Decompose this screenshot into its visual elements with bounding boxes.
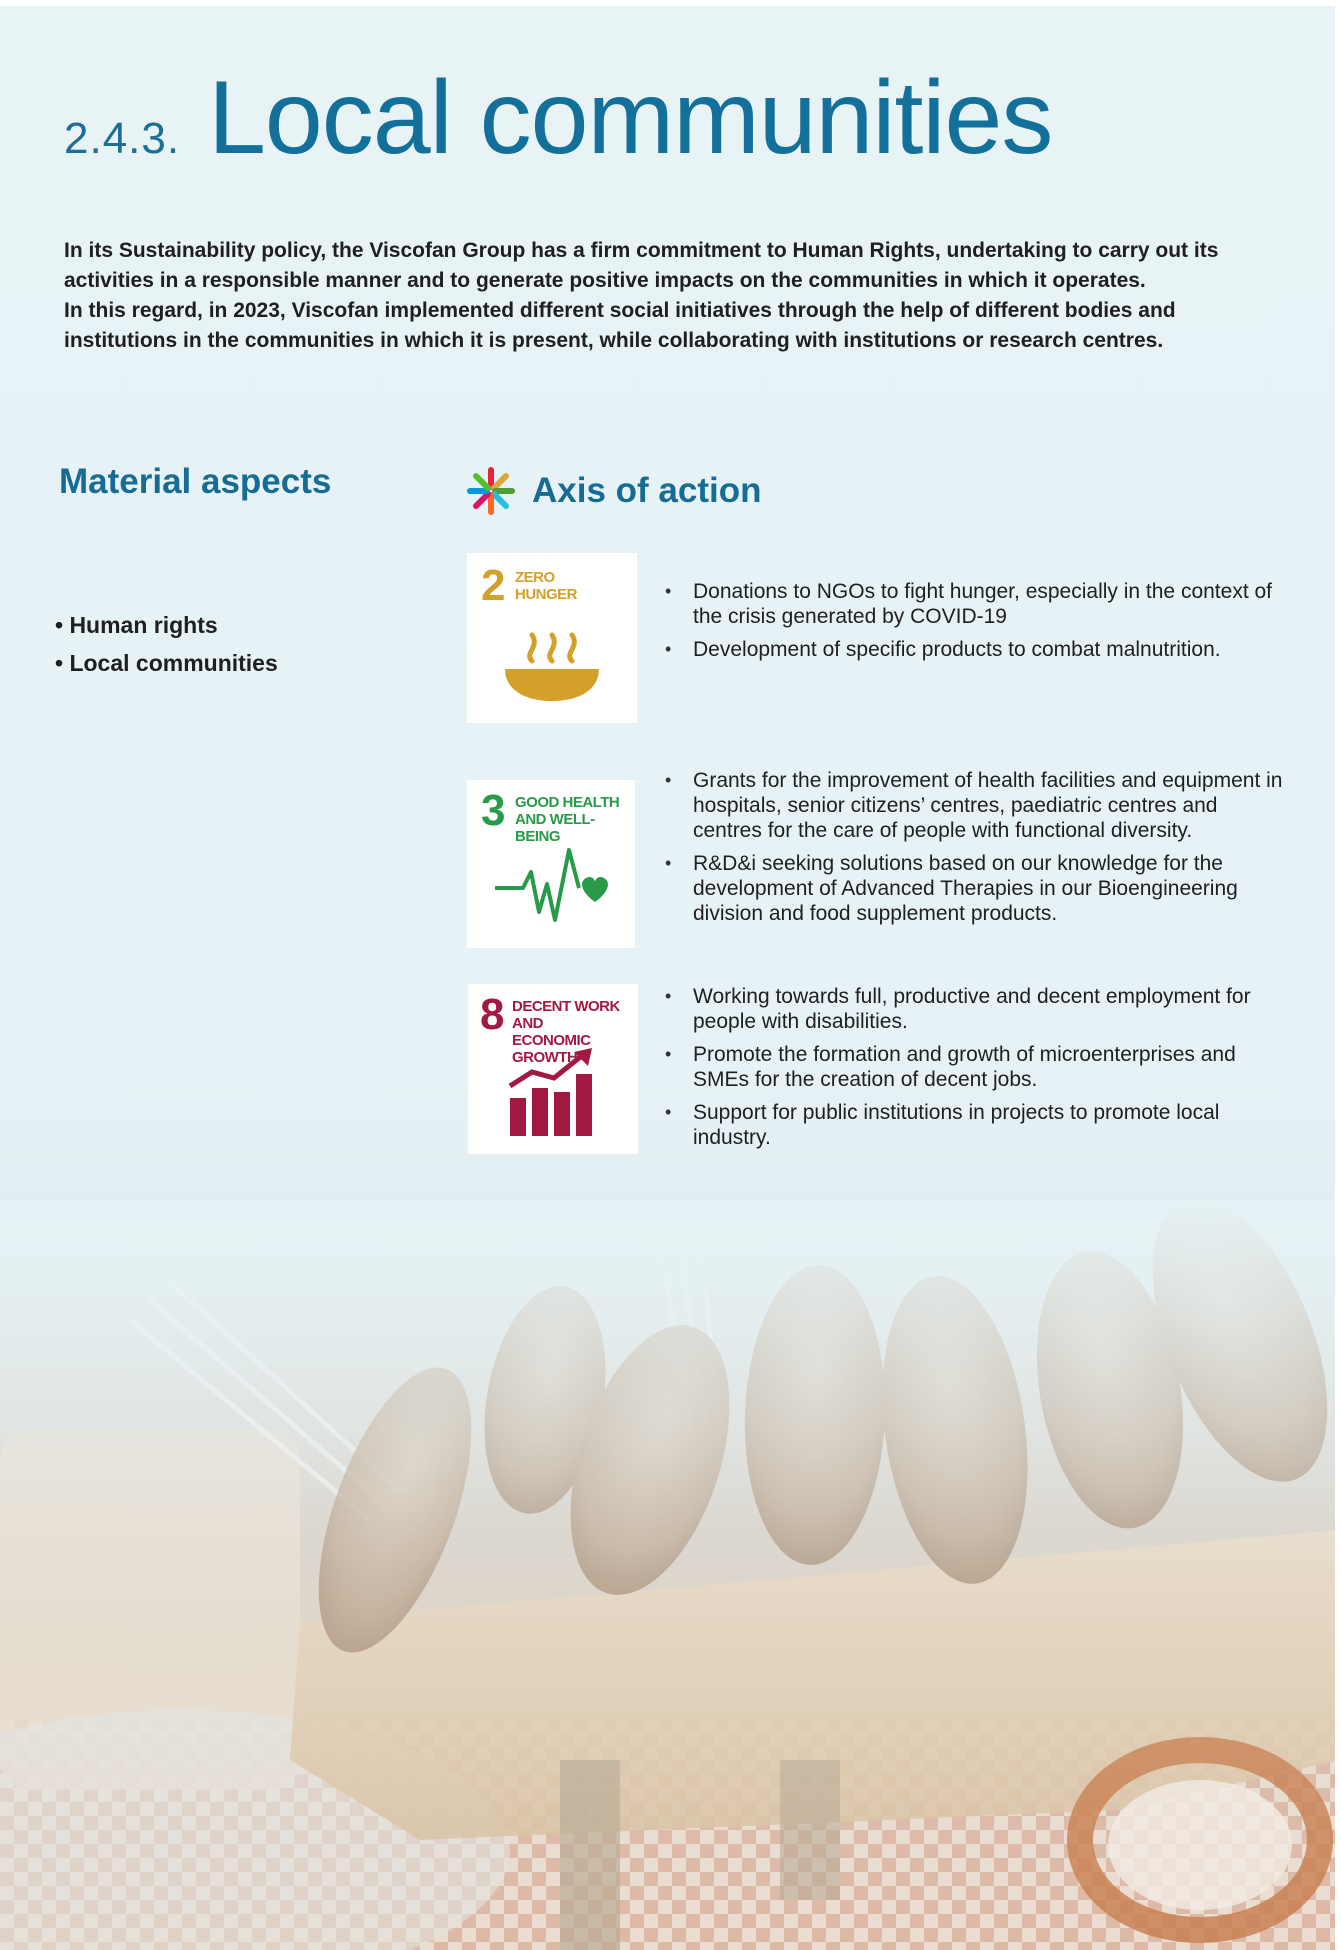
sdg-number: 8 xyxy=(480,990,505,1039)
section-title: Local communities xyxy=(208,60,1053,176)
sdg-number: 3 xyxy=(481,786,506,835)
sdg-3-actions xyxy=(665,768,1285,934)
growth-chart-icon xyxy=(508,1046,598,1138)
page-top-margin xyxy=(0,0,1341,6)
sdg-label-line: ECONOMIC GROWTH xyxy=(512,1032,591,1066)
sdg-8-actions xyxy=(665,984,1285,1158)
list-item: • Working towards full, productive and decent employment for people with disabilities. xyxy=(665,984,1285,1034)
sdg-label-line: DECENT WORK AND xyxy=(512,998,620,1032)
intro-text xyxy=(64,236,1274,356)
list-item: • Grants for the improvement of health facilities and equipment in hospitals, senior citizens’ centres, paediatric centres and centres for the care of people with functional diversity. xyxy=(665,768,1285,843)
sdg-label-line: HUNGER xyxy=(515,586,578,603)
soup-bowl-icon xyxy=(502,623,602,708)
sdg-label xyxy=(515,794,635,845)
sdg-number: 2 xyxy=(481,561,506,610)
sdg-label-line: ZERO xyxy=(515,569,555,586)
list-item: • Promote the formation and growth of microenterprises and SMEs for the creation of decent jobs. xyxy=(665,1042,1285,1092)
sdg-8-tile xyxy=(468,984,638,1154)
sdg-label-line: AND WELL-BEING xyxy=(515,811,595,845)
list-item: • Donations to NGOs to fight hunger, especially in the context of the crisis generated by COVID-19 xyxy=(665,579,1285,629)
material-aspects-heading: Material aspects xyxy=(59,462,332,501)
sdg-3-tile xyxy=(467,780,635,948)
list-item: • Local communities xyxy=(55,650,278,676)
sausages-background-photo xyxy=(0,1200,1341,1950)
list-item: • Development of specific products to combat malnutrition. xyxy=(665,637,1285,662)
section-number: 2.4.3. xyxy=(64,114,181,163)
sdg-label-line: GOOD HEALTH xyxy=(515,794,620,811)
material-aspects-list xyxy=(55,606,278,682)
axis-of-action-header xyxy=(466,466,761,516)
heartbeat-icon xyxy=(493,842,613,927)
intro-paragraph-1: In its Sustainability policy, the Viscofan Group has a firm commitment to Human Rights, undertaking to carry out its activities in a responsible manner and to generate positive impacts on the communities in which it operates. xyxy=(64,239,1219,292)
list-item: • R&D&i seeking solutions based on our knowledge for the development of Advanced Therapies in our Bioengineering division and food supplement products. xyxy=(665,851,1285,926)
list-item: • Human rights xyxy=(55,612,218,638)
page-title xyxy=(64,60,1053,176)
axis-of-action-heading: Axis of action xyxy=(532,471,762,510)
sdg-wheel-icon xyxy=(466,466,516,516)
sdg-2-actions xyxy=(665,579,1285,670)
sdg-label xyxy=(515,569,577,603)
page-right-margin xyxy=(1335,0,1341,1950)
intro-paragraph-2: In this regard, in 2023, Viscofan implemented different social initiatives through the help of different bodies and institutions in the communities in which it is present, while collaborating with institutions or research centres. xyxy=(64,299,1176,352)
sdg-2-tile xyxy=(467,553,637,723)
list-item: • Support for public institutions in projects to promote local industry. xyxy=(665,1100,1285,1150)
